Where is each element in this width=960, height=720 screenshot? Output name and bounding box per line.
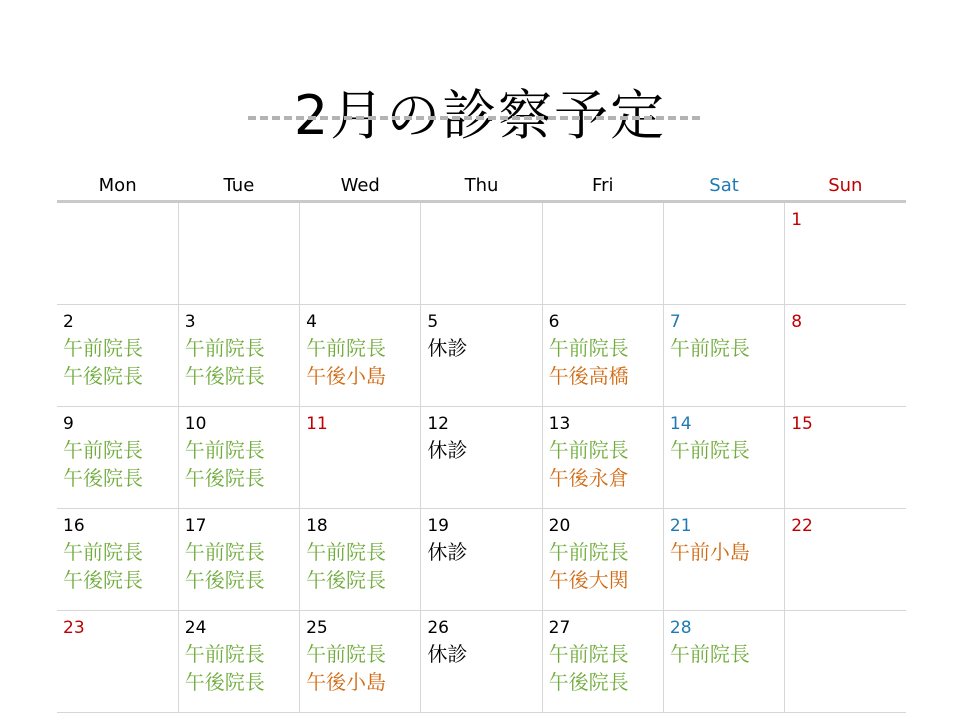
day-number: 11 bbox=[306, 414, 328, 434]
day-number: 26 bbox=[427, 618, 449, 638]
shift-entry: 午前院長 bbox=[63, 438, 143, 462]
day-cell bbox=[421, 611, 542, 713]
shift-entry: 午前院長 bbox=[184, 642, 265, 666]
closed-label: 休診 bbox=[427, 642, 468, 666]
closed-label: 休診 bbox=[427, 438, 468, 462]
shift-entry: 午後小島 bbox=[306, 364, 387, 388]
day-cell bbox=[300, 305, 421, 407]
day-cell bbox=[57, 611, 178, 713]
weekday-header-row bbox=[57, 170, 906, 202]
shift-entry: 午前院長 bbox=[669, 642, 750, 666]
shift-entry: 午前院長 bbox=[306, 336, 387, 360]
day-cell bbox=[663, 305, 784, 407]
week-row bbox=[57, 305, 906, 407]
day-number: 19 bbox=[427, 516, 449, 536]
day-number: 10 bbox=[184, 414, 207, 434]
shift-entry: 午前院長 bbox=[63, 540, 143, 564]
day-number: 2 bbox=[63, 312, 74, 332]
day-cell bbox=[57, 407, 178, 509]
calendar-body bbox=[57, 202, 906, 713]
day-cell bbox=[421, 305, 542, 407]
day-cell bbox=[178, 305, 299, 407]
day-cell bbox=[178, 202, 299, 305]
shift-entry: 午前院長 bbox=[548, 642, 629, 666]
day-cell bbox=[300, 509, 421, 611]
weekday-header-fri: Fri bbox=[542, 170, 663, 202]
shift-entry: 午後院長 bbox=[548, 670, 629, 694]
day-number: 16 bbox=[63, 516, 85, 536]
shift-entry: 午前院長 bbox=[669, 438, 750, 462]
day-number: 7 bbox=[669, 312, 681, 332]
shift-entry: 午後院長 bbox=[63, 568, 143, 592]
shift-entry: 午前院長 bbox=[184, 540, 265, 564]
weekday-header-mon: Mon bbox=[57, 170, 178, 202]
day-number: 4 bbox=[306, 312, 317, 332]
calendar-grid bbox=[57, 170, 906, 713]
day-number: 6 bbox=[548, 312, 560, 332]
day-number: 5 bbox=[427, 312, 439, 332]
day-cell bbox=[785, 509, 906, 611]
shift-entry: 午後高橋 bbox=[548, 364, 629, 388]
day-cell bbox=[663, 407, 784, 509]
day-number: 25 bbox=[306, 618, 328, 638]
day-cell bbox=[178, 407, 299, 509]
shift-entry: 午前院長 bbox=[306, 540, 387, 564]
day-cell bbox=[421, 509, 542, 611]
shift-entry: 午後院長 bbox=[184, 568, 265, 592]
day-cell bbox=[542, 407, 663, 509]
day-number: 21 bbox=[669, 516, 692, 536]
day-cell bbox=[785, 611, 906, 713]
day-cell bbox=[57, 202, 178, 305]
weekday-header-wed: Wed bbox=[300, 170, 421, 202]
shift-entry: 午後院長 bbox=[184, 466, 265, 490]
day-number: 27 bbox=[548, 618, 571, 638]
day-number: 28 bbox=[669, 618, 692, 638]
day-cell bbox=[542, 305, 663, 407]
shift-entry: 午前院長 bbox=[63, 336, 143, 360]
title-dashed-divider bbox=[248, 116, 700, 120]
week-row bbox=[57, 611, 906, 713]
day-cell bbox=[300, 407, 421, 509]
closed-label: 休診 bbox=[427, 540, 468, 564]
shift-entry: 午前院長 bbox=[306, 642, 387, 666]
shift-entry: 午前小島 bbox=[669, 540, 750, 564]
shift-entry: 午前院長 bbox=[184, 438, 265, 462]
day-number: 23 bbox=[63, 618, 85, 638]
shift-entry: 午後小島 bbox=[306, 670, 387, 694]
shift-entry: 午前院長 bbox=[548, 540, 629, 564]
shift-entry: 午後院長 bbox=[184, 670, 265, 694]
day-number: 22 bbox=[791, 516, 813, 536]
day-cell bbox=[57, 509, 178, 611]
day-cell bbox=[663, 509, 784, 611]
day-cell bbox=[785, 407, 906, 509]
shift-entry: 午後院長 bbox=[63, 466, 143, 490]
page-title: 2月の診察予定 bbox=[293, 84, 667, 148]
shift-entry: 午後院長 bbox=[184, 364, 265, 388]
day-number: 1 bbox=[791, 210, 803, 230]
day-number: 18 bbox=[306, 516, 328, 536]
closed-label: 休診 bbox=[427, 336, 468, 360]
shift-entry: 午後永倉 bbox=[548, 466, 629, 490]
day-cell bbox=[300, 202, 421, 305]
weekday-header-sun: Sun bbox=[785, 170, 906, 202]
shift-entry: 午前院長 bbox=[669, 336, 750, 360]
day-cell bbox=[178, 509, 299, 611]
day-number: 24 bbox=[184, 618, 207, 638]
day-number: 8 bbox=[791, 312, 803, 332]
day-cell bbox=[542, 509, 663, 611]
day-cell bbox=[300, 611, 421, 713]
weekday-header-tue: Tue bbox=[178, 170, 299, 202]
day-cell bbox=[785, 202, 906, 305]
day-number: 20 bbox=[548, 516, 571, 536]
day-cell bbox=[421, 407, 542, 509]
day-cell bbox=[785, 305, 906, 407]
week-row bbox=[57, 509, 906, 611]
day-cell bbox=[663, 202, 784, 305]
day-number: 17 bbox=[184, 516, 207, 536]
day-cell bbox=[57, 305, 178, 407]
shift-entry: 午後大関 bbox=[548, 568, 629, 592]
shift-entry: 午前院長 bbox=[548, 438, 629, 462]
day-number: 3 bbox=[184, 312, 196, 332]
shift-entry: 午後院長 bbox=[63, 364, 143, 388]
shift-entry: 午後院長 bbox=[306, 568, 387, 592]
day-cell bbox=[542, 611, 663, 713]
day-cell bbox=[542, 202, 663, 305]
day-cell bbox=[178, 611, 299, 713]
day-number: 14 bbox=[669, 414, 692, 434]
weekday-header-sat: Sat bbox=[663, 170, 784, 202]
week-row bbox=[57, 407, 906, 509]
shift-entry: 午前院長 bbox=[184, 336, 265, 360]
day-cell bbox=[421, 202, 542, 305]
shift-entry: 午前院長 bbox=[548, 336, 629, 360]
day-cell bbox=[663, 611, 784, 713]
day-number: 15 bbox=[791, 414, 813, 434]
weekday-header-thu: Thu bbox=[421, 170, 542, 202]
day-number: 12 bbox=[427, 414, 449, 434]
day-number: 13 bbox=[548, 414, 571, 434]
day-number: 9 bbox=[63, 414, 74, 434]
week-row bbox=[57, 202, 906, 305]
